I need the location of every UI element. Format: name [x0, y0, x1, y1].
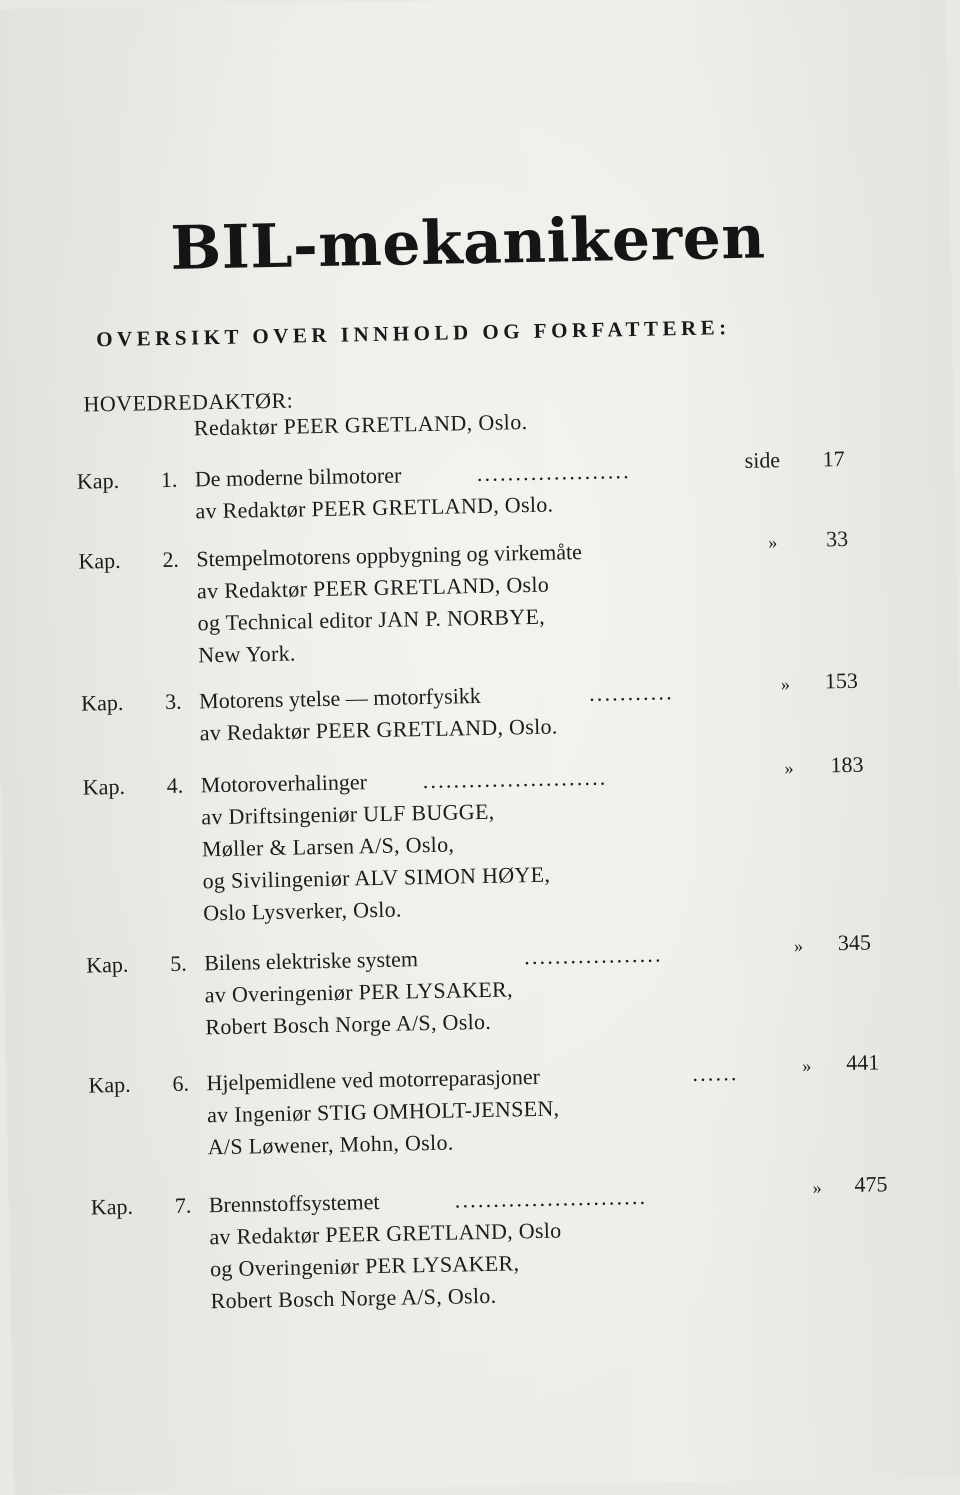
- author-line: Robert Bosch Norge A/S, Oslo.: [205, 1008, 492, 1040]
- ditto-mark: »: [812, 1177, 822, 1198]
- chapter-number: 4.: [166, 772, 184, 799]
- author-line: New York.: [198, 640, 296, 668]
- author-line: og Sivilingeniør ALV SIMON HØYE,: [202, 861, 551, 894]
- author-line: Robert Bosch Norge A/S, Oslo.: [210, 1282, 497, 1314]
- chapter-title: Stempelmotorens oppbygning og virkemåte: [196, 539, 583, 572]
- author-line: A/S Løwener, Mohn, Oslo.: [207, 1129, 454, 1160]
- author-line: og Overingeniør PER LYSAKER,: [209, 1250, 520, 1282]
- kap-label: Kap.: [82, 773, 126, 800]
- chapter-number: 1.: [160, 466, 178, 493]
- kap-label: Kap.: [76, 467, 120, 494]
- ditto-mark: »: [802, 1055, 812, 1076]
- author-line: av Overingeniør PER LYSAKER,: [204, 976, 514, 1008]
- page-number: 345: [837, 929, 872, 956]
- kap-label: Kap.: [85, 951, 129, 978]
- leader-dots: ..................: [523, 941, 663, 970]
- author-line: av Redaktør PEER GRETLAND, Oslo.: [195, 491, 554, 524]
- chief-editor-label: HOVEDREDAKTØR:: [83, 387, 294, 417]
- chapter-number: 7.: [174, 1192, 192, 1218]
- chapter-title: De moderne bilmotorer: [194, 462, 402, 492]
- ditto-mark: »: [780, 674, 791, 695]
- page-number: 17: [822, 445, 845, 472]
- chapter-title: Motorens ytelse — motorfysikk: [198, 682, 482, 714]
- chapter-title: Motoroverhalinger: [200, 769, 368, 798]
- author-line: av Redaktør PEER GRETLAND, Oslo: [196, 571, 550, 604]
- ditto-mark: »: [793, 935, 804, 957]
- author-line: Oslo Lysverker, Oslo.: [202, 896, 402, 926]
- chapter-title: Hjelpemidlene ved motorreparasjoner: [206, 1063, 541, 1096]
- author-line: og Technical editor JAN P. NORBYE,: [197, 603, 546, 636]
- page-number: 33: [825, 525, 849, 552]
- chapter-number: 2.: [162, 546, 180, 573]
- author-line: Møller & Larsen A/S, Oslo,: [201, 831, 455, 862]
- chapter-entry-2: [78, 525, 880, 673]
- chapter-number: 5.: [169, 950, 187, 976]
- kap-label: Kap.: [88, 1071, 131, 1098]
- page-number: 475: [854, 1171, 888, 1197]
- author-line: av Ingeniør STIG OMHOLT-JENSEN,: [206, 1095, 560, 1128]
- chief-editor-name: Redaktør PEER GRETLAND, Oslo.: [193, 409, 528, 441]
- chapter-entry-7: [90, 1171, 893, 1319]
- leader-dots: ....................: [476, 458, 632, 487]
- chapter-number: 3.: [164, 688, 182, 715]
- chapter-title: Brennstoffsystemet: [208, 1189, 380, 1218]
- chapter-entry-3: [80, 667, 882, 751]
- chapter-entry-6: [88, 1049, 890, 1165]
- ditto-mark: »: [768, 532, 778, 553]
- chapter-number: 6.: [172, 1070, 190, 1096]
- kap-label: Kap.: [90, 1193, 134, 1220]
- leader-dots: ......: [692, 1060, 739, 1086]
- chapter-entry-5: [85, 929, 888, 1045]
- page-number: 183: [830, 751, 864, 778]
- page-number: 441: [845, 1049, 880, 1076]
- page-number: 153: [824, 667, 859, 694]
- side-label: side: [744, 447, 781, 473]
- leader-dots: .........................: [454, 1183, 648, 1213]
- chapter-entry-4: [82, 751, 885, 931]
- author-line: av Driftsingeniør ULF BUGGE,: [201, 798, 495, 830]
- contents-heading: OVERSIKT OVER INNHOLD OG FORFATTERE:: [95, 315, 731, 352]
- ditto-mark: »: [784, 757, 794, 779]
- leader-dots: ........................: [422, 764, 608, 794]
- leader-dots: ...........: [588, 679, 674, 706]
- kap-label: Kap.: [80, 689, 124, 716]
- book-title: BIL-mekanikeren: [169, 202, 767, 284]
- kap-label: Kap.: [78, 547, 121, 574]
- chapter-title: Bilens elektriske system: [203, 946, 419, 976]
- author-line: av Redaktør PEER GRETLAND, Oslo: [209, 1217, 562, 1250]
- author-line: av Redaktør PEER GRETLAND, Oslo.: [199, 713, 558, 746]
- chapter-entry-1: [76, 445, 878, 529]
